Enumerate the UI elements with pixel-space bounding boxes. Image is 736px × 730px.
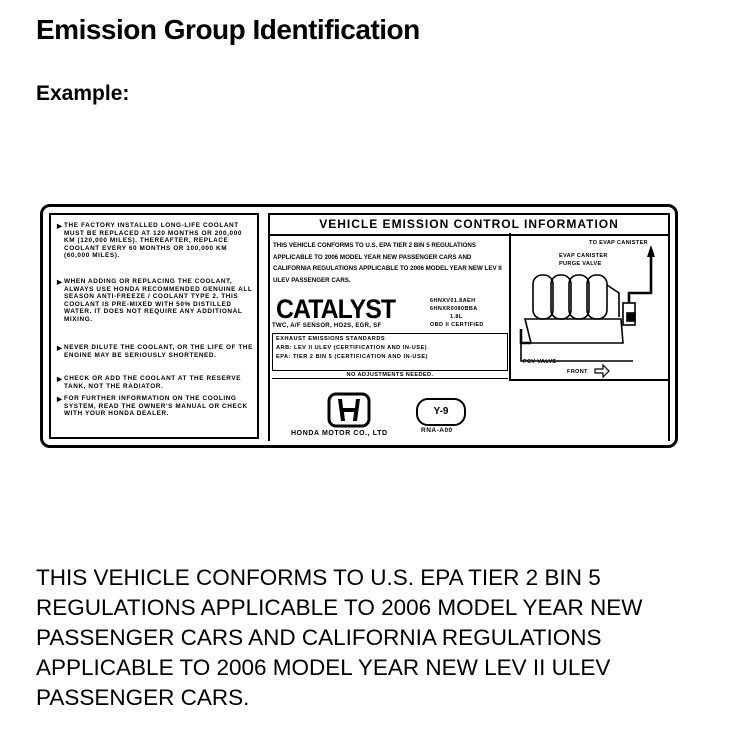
pointer-icon: ▶ xyxy=(57,396,63,403)
coolant-note: ▶ FOR FURTHER INFORMATION ON THE COOLING SYSTEM, READ THE OWNER'S MANUAL OR CHECK WITH YOUR HONDA DEALER. xyxy=(57,395,248,418)
emission-control-systems: TWC, A/F SENSOR, HO2S, EGR, SF xyxy=(272,323,382,329)
standards-line: EPA: TIER 2 BIN 5 (CERTIFICATION AND IN-USE) xyxy=(276,354,428,360)
label-part-number: RNA-A00 xyxy=(421,427,453,434)
diagram-label-purge-valve: EVAP CANISTER PURGE VALVE xyxy=(559,253,608,267)
manufacturer-name: HONDA MOTOR CO., LTD xyxy=(291,430,388,437)
coolant-note: ▶ WHEN ADDING OR REPLACING THE COOLANT, ALWAYS USE HONDA RECOMMENDED GENUINE ALL SEASON ANTI-FREEZE / COOLANT TYPE 2. THIS COOLANT IS PRE-MIXED WITH 50% DISTILLED WATER. IT DOES NOT REQUIRE ANY ADDITIONAL MIXING. xyxy=(57,278,253,323)
diagram-label-pcv-valve: PCV VALVE xyxy=(523,359,557,365)
standards-line: EXHAUST EMISSIONS STANDARDS xyxy=(276,336,386,342)
coolant-note: ▶ NEVER DILUTE THE COOLANT, OR THE LIFE OF THE ENGINE MAY BE SERIOUSLY SHORTENED. xyxy=(57,344,254,359)
engine-line: 1.8L xyxy=(450,314,463,320)
diagram-label-front: FRONT xyxy=(567,369,588,375)
pointer-icon: ▶ xyxy=(57,279,63,286)
catalyst-label: CATALYST xyxy=(276,294,396,324)
coolant-notes-panel xyxy=(49,213,259,439)
adjustments-note: NO ADJUSTMENTS NEEDED. xyxy=(272,372,508,379)
conformance-statement: THIS VEHICLE CONFORMS TO U.S. EPA TIER 2 BIN 5 REGULATIONS APPLICABLE TO 2006 MODEL YEAR NEW PASSENGER CARS AND CALIFORNIA REGULATIONS APPLICABLE TO 2006 MODEL YEAR NEW LEV II ULEV PASSENGER CARS. xyxy=(273,242,502,284)
coolant-note: ▶ CHECK OR ADD THE COOLANT AT THE RESERVE TANK, NOT THE RADIATOR. xyxy=(57,375,242,390)
standards-box xyxy=(272,333,508,371)
pointer-icon: ▶ xyxy=(57,345,63,352)
standards-line: ARB: LEV II ULEV (CERTIFICATION AND IN-USE) xyxy=(276,345,428,351)
diagram-label-to-canister: TO EVAP CANISTER xyxy=(589,240,648,246)
emission-info-header: VEHICLE EMISSION CONTROL INFORMATION xyxy=(270,215,668,236)
emission-group-badge: Y-9 xyxy=(416,398,466,426)
engine-family-info xyxy=(430,297,484,329)
pointer-icon: ▶ xyxy=(57,376,63,383)
coolant-note: ▶ THE FACTORY INSTALLED LONG-LIFE COOLANT MUST BE REPLACED AT 120 MONTHS OR 200,000 KM (120,000 MILES). THEREAFTER, REPLACE COOLANT EVERY 60 MONTHS OR 100,000 KM (60,000 MILES). xyxy=(57,222,243,260)
vacuum-hose-diagram xyxy=(509,233,668,381)
page-title: Emission Group Identification xyxy=(36,14,420,45)
example-heading: Example: xyxy=(36,82,130,105)
engine-line: 6HNXV01.8AEH xyxy=(430,298,476,304)
engine-line: 6HNXR0080BBA xyxy=(430,306,478,312)
honda-logo xyxy=(326,392,372,433)
engine-line: OBD II CERTIFIED xyxy=(430,322,484,328)
conformance-statement-large: THIS VEHICLE CONFORMS TO U.S. EPA TIER 2 BIN 5 REGULATIONS APPLICABLE TO 2006 MODEL YEAR NEW PASSENGER CARS AND CALIFORNIA REGULATIONS APPLICABLE TO 2006 MODEL YEAR NEW LEV II ULEV PASSENGER CARS. xyxy=(36,565,643,710)
pointer-icon: ▶ xyxy=(57,223,63,230)
